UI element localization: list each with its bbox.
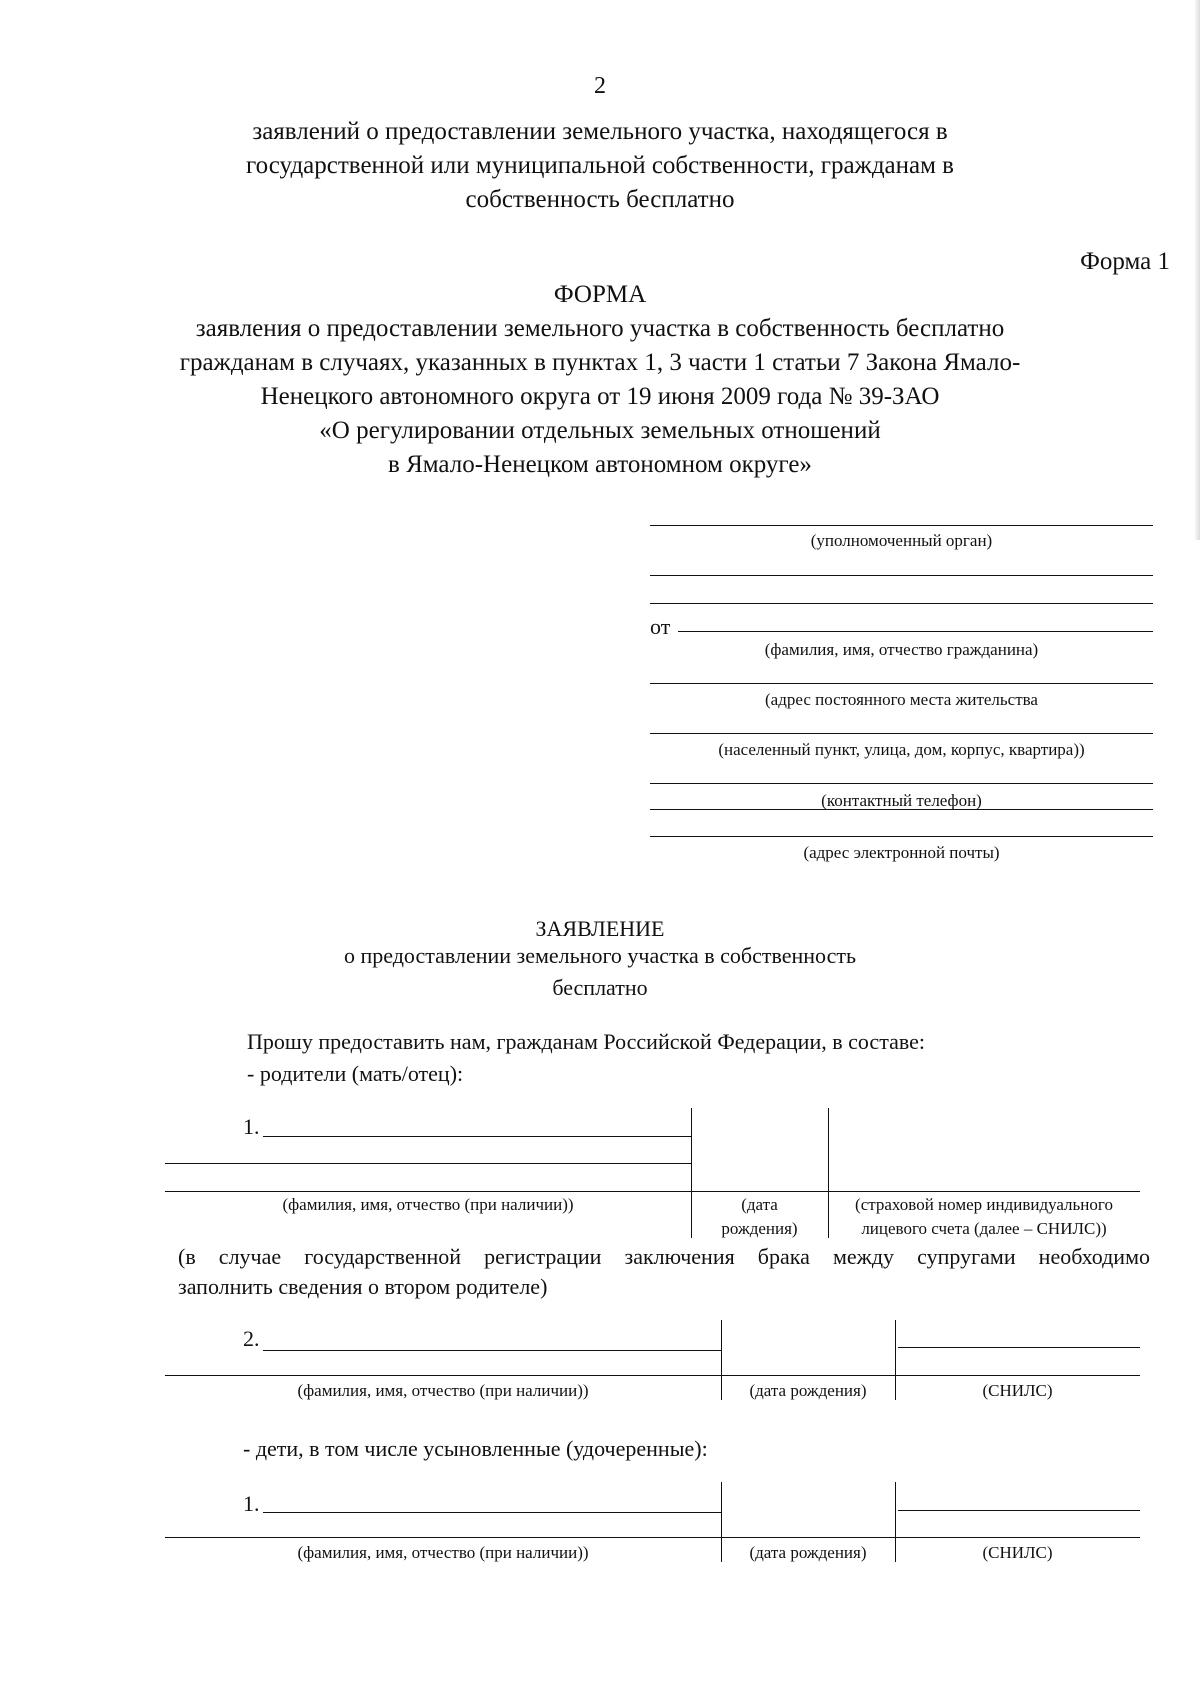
statement-subtitle-line-2: бесплатно	[552, 975, 648, 1000]
parent1-fio-caption: (фамилия, имя, отчество (при наличии))	[282, 1195, 574, 1214]
applicant-name-caption: (фамилия, имя, отчество гражданина)	[764, 640, 1039, 659]
form-title-line-1: заявления о предоставлении земельного участка в собственность бесплатно	[195, 315, 1005, 342]
continuation-line-2: государственной или муниципальной собственности, гражданам в	[246, 152, 954, 179]
continuation-heading	[180, 115, 1020, 217]
email-caption: (адрес электронной почты)	[803, 843, 1000, 862]
phone-caption: (контактный телефон)	[821, 791, 982, 810]
parent2-snils-caption: (СНИЛС)	[982, 1381, 1053, 1400]
child1-baseline	[165, 1537, 1140, 1538]
authority-line-2[interactable]	[650, 575, 1153, 576]
parent2-date-caption: (дата рождения)	[749, 1381, 867, 1400]
parent2-fio-caption: (фамилия, имя, отчество (при наличии))	[297, 1381, 589, 1400]
parent2-baseline	[165, 1375, 1140, 1376]
child1-snils-caption: (СНИЛС)	[982, 1543, 1053, 1562]
email-line[interactable]	[650, 836, 1153, 837]
parent1-date-caption-line-1: (дата	[741, 1195, 778, 1214]
form-title-line-5: в Ямало-Ненецком автономном округе»	[388, 451, 812, 478]
children-label: - дети, в том числе усыновленные (удочеренные):	[243, 1436, 708, 1461]
parent2-snils-line[interactable]	[898, 1347, 1140, 1348]
authority-line-3[interactable]	[650, 603, 1153, 604]
address-detail-caption: (населенный пункт, улица, дом, корпус, квартира))	[718, 740, 1085, 759]
marriage-note-line-1: (в случае государственной регистрации заключения брака между супругами необходимо	[178, 1244, 1150, 1269]
parent1-date-caption-line-2: рождения)	[721, 1219, 798, 1238]
parent1-snils-caption-line-1: (страховой номер индивидуального	[855, 1195, 1113, 1214]
address-detail-line[interactable]	[650, 733, 1153, 734]
parent1-baseline	[165, 1191, 1140, 1192]
address-caption: (адрес постоянного места жительства	[765, 690, 1038, 709]
parent1-number: 1.	[243, 1114, 260, 1139]
authority-caption: (уполномоченный орган)	[810, 531, 993, 550]
child1-number: 1.	[243, 1491, 260, 1516]
form-title-line-4: «О регулировании отдельных земельных отношений	[319, 417, 881, 444]
continuation-line-1: заявлений о предоставлении земельного участка, находящегося в	[252, 118, 948, 145]
parent1-fio-line-2[interactable]	[165, 1163, 691, 1164]
statement-subtitle-line-1: о предоставлении земельного участка в собственность	[343, 943, 857, 968]
address-line[interactable]	[650, 683, 1153, 684]
form-title-line-3: Ненецкого автономного округа от 19 июня 2009 года № 39-ЗАО	[260, 383, 940, 410]
page-number: 2	[594, 73, 606, 99]
child1-fio-caption: (фамилия, имя, отчество (при наличии))	[297, 1543, 589, 1562]
request-line: Прошу предоставить нам, гражданам Российской Федерации, в составе:	[247, 1029, 925, 1054]
child1-snils-line[interactable]	[898, 1510, 1140, 1511]
parent1-snils-caption	[828, 1193, 1140, 1241]
phone-line[interactable]	[650, 783, 1153, 784]
marriage-note-line-2: заполнить сведения о втором родителе)	[178, 1274, 548, 1299]
parent2-number: 2.	[243, 1326, 260, 1351]
parent1-snils-caption-line-2: лицевого счета (далее – СНИЛС))	[861, 1219, 1107, 1238]
applicant-name-line[interactable]	[678, 631, 1153, 632]
parent1-date-caption	[691, 1193, 828, 1241]
parent2-fio-line[interactable]	[263, 1350, 721, 1351]
form-title	[150, 278, 1050, 482]
form-number-label: Форма 1	[1080, 248, 1170, 275]
form-title-line-2: гражданам в случаях, указанных в пунктах 1, 3 части 1 статьи 7 Закона Ямало-	[179, 349, 1021, 376]
parent1-fio-line[interactable]	[263, 1136, 691, 1137]
parents-label: - родители (мать/отец):	[247, 1061, 464, 1086]
scan-edge-shadow	[1194, 0, 1200, 540]
form-heading: ФОРМА	[553, 281, 647, 308]
authority-line[interactable]	[650, 525, 1153, 526]
phone-line-underline	[650, 809, 1153, 810]
statement-heading: ЗАЯВЛЕНИЕ	[535, 916, 665, 941]
statement-subtitle	[250, 940, 950, 1004]
continuation-line-3: собственность бесплатно	[465, 186, 735, 213]
child1-fio-line[interactable]	[263, 1512, 721, 1513]
child1-date-caption: (дата рождения)	[749, 1543, 867, 1562]
from-label: от	[650, 614, 671, 639]
